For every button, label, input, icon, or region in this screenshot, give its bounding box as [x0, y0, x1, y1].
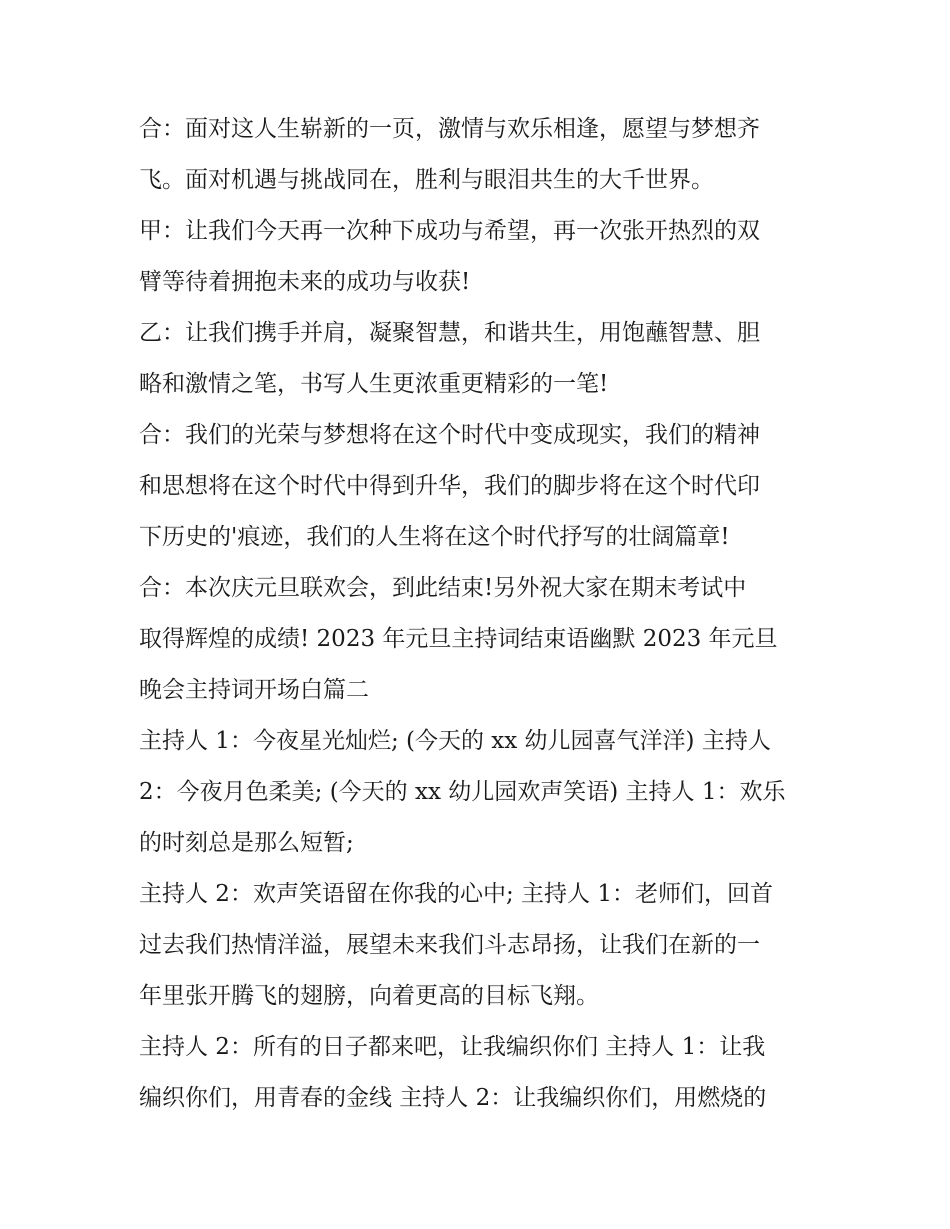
paragraph-2 [139, 206, 815, 308]
text-line: 合：本次庆元旦联欢会，到此结束!另外祝大家在期末考试中 [139, 575, 747, 601]
document-body [139, 104, 815, 1124]
text-line: 年里张开腾飞的翅膀，向着更高的目标飞翔。 [139, 983, 599, 1009]
text-line: 甲：让我们今天再一次种下成功与希望，再一次张开热烈的双 [139, 218, 760, 244]
paragraph-8 [139, 1022, 815, 1124]
paragraph-1 [139, 104, 815, 206]
paragraph-5 [139, 563, 815, 716]
paragraph-7 [139, 869, 815, 1022]
text-line: 晚会主持词开场白篇二 [139, 677, 369, 703]
text-line: 飞。面对机遇与挑战同在，胜利与眼泪共生的大千世界。 [139, 167, 714, 193]
text-line: 臂等待着拥抱未来的成功与收获! [139, 269, 471, 295]
paragraph-3 [139, 308, 815, 410]
text-line: 主持人 2：欢声笑语留在你我的心中; 主持人 1：老师们，回首 [139, 881, 773, 907]
text-line: 主持人 1：今夜星光灿烂; (今天的 xx 幼儿园喜气洋洋) 主持人 [139, 728, 771, 754]
text-line: 合：面对这人生崭新的一页，激情与欢乐相逢，愿望与梦想齐 [139, 116, 760, 142]
text-line: 略和激情之笔，书写人生更浓重更精彩的一笔! [139, 371, 609, 397]
text-line: 和思想将在这个时代中得到升华，我们的脚步将在这个时代印 [139, 473, 760, 499]
text-line: 2：今夜月色柔美; (今天的 xx 幼儿园欢声笑语) 主持人 1：欢乐 [139, 779, 786, 805]
paragraph-6 [139, 716, 815, 869]
paragraph-4 [139, 410, 815, 563]
text-line: 合：我们的光荣与梦想将在这个时代中变成现实，我们的精神 [139, 422, 760, 448]
text-line: 取得辉煌的成绩! 2023 年元旦主持词结束语幽默 2023 年元旦 [139, 626, 778, 652]
text-line: 乙：让我们携手并肩，凝聚智慧，和谐共生，用饱蘸智慧、胆 [139, 320, 760, 346]
text-line: 编织你们，用青春的金线 主持人 2：让我编织你们，用燃烧的 [139, 1085, 767, 1111]
text-line: 的时刻总是那么短暂; [139, 830, 354, 856]
text-line: 下历史的'痕迹，我们的人生将在这个时代抒写的壮阔篇章! [139, 524, 730, 550]
text-line: 主持人 2：所有的日子都来吧，让我编织你们 主持人 1：让我 [139, 1034, 766, 1060]
text-line: 过去我们热情洋溢，展望未来我们斗志昂扬，让我们在新的一 [139, 932, 760, 958]
